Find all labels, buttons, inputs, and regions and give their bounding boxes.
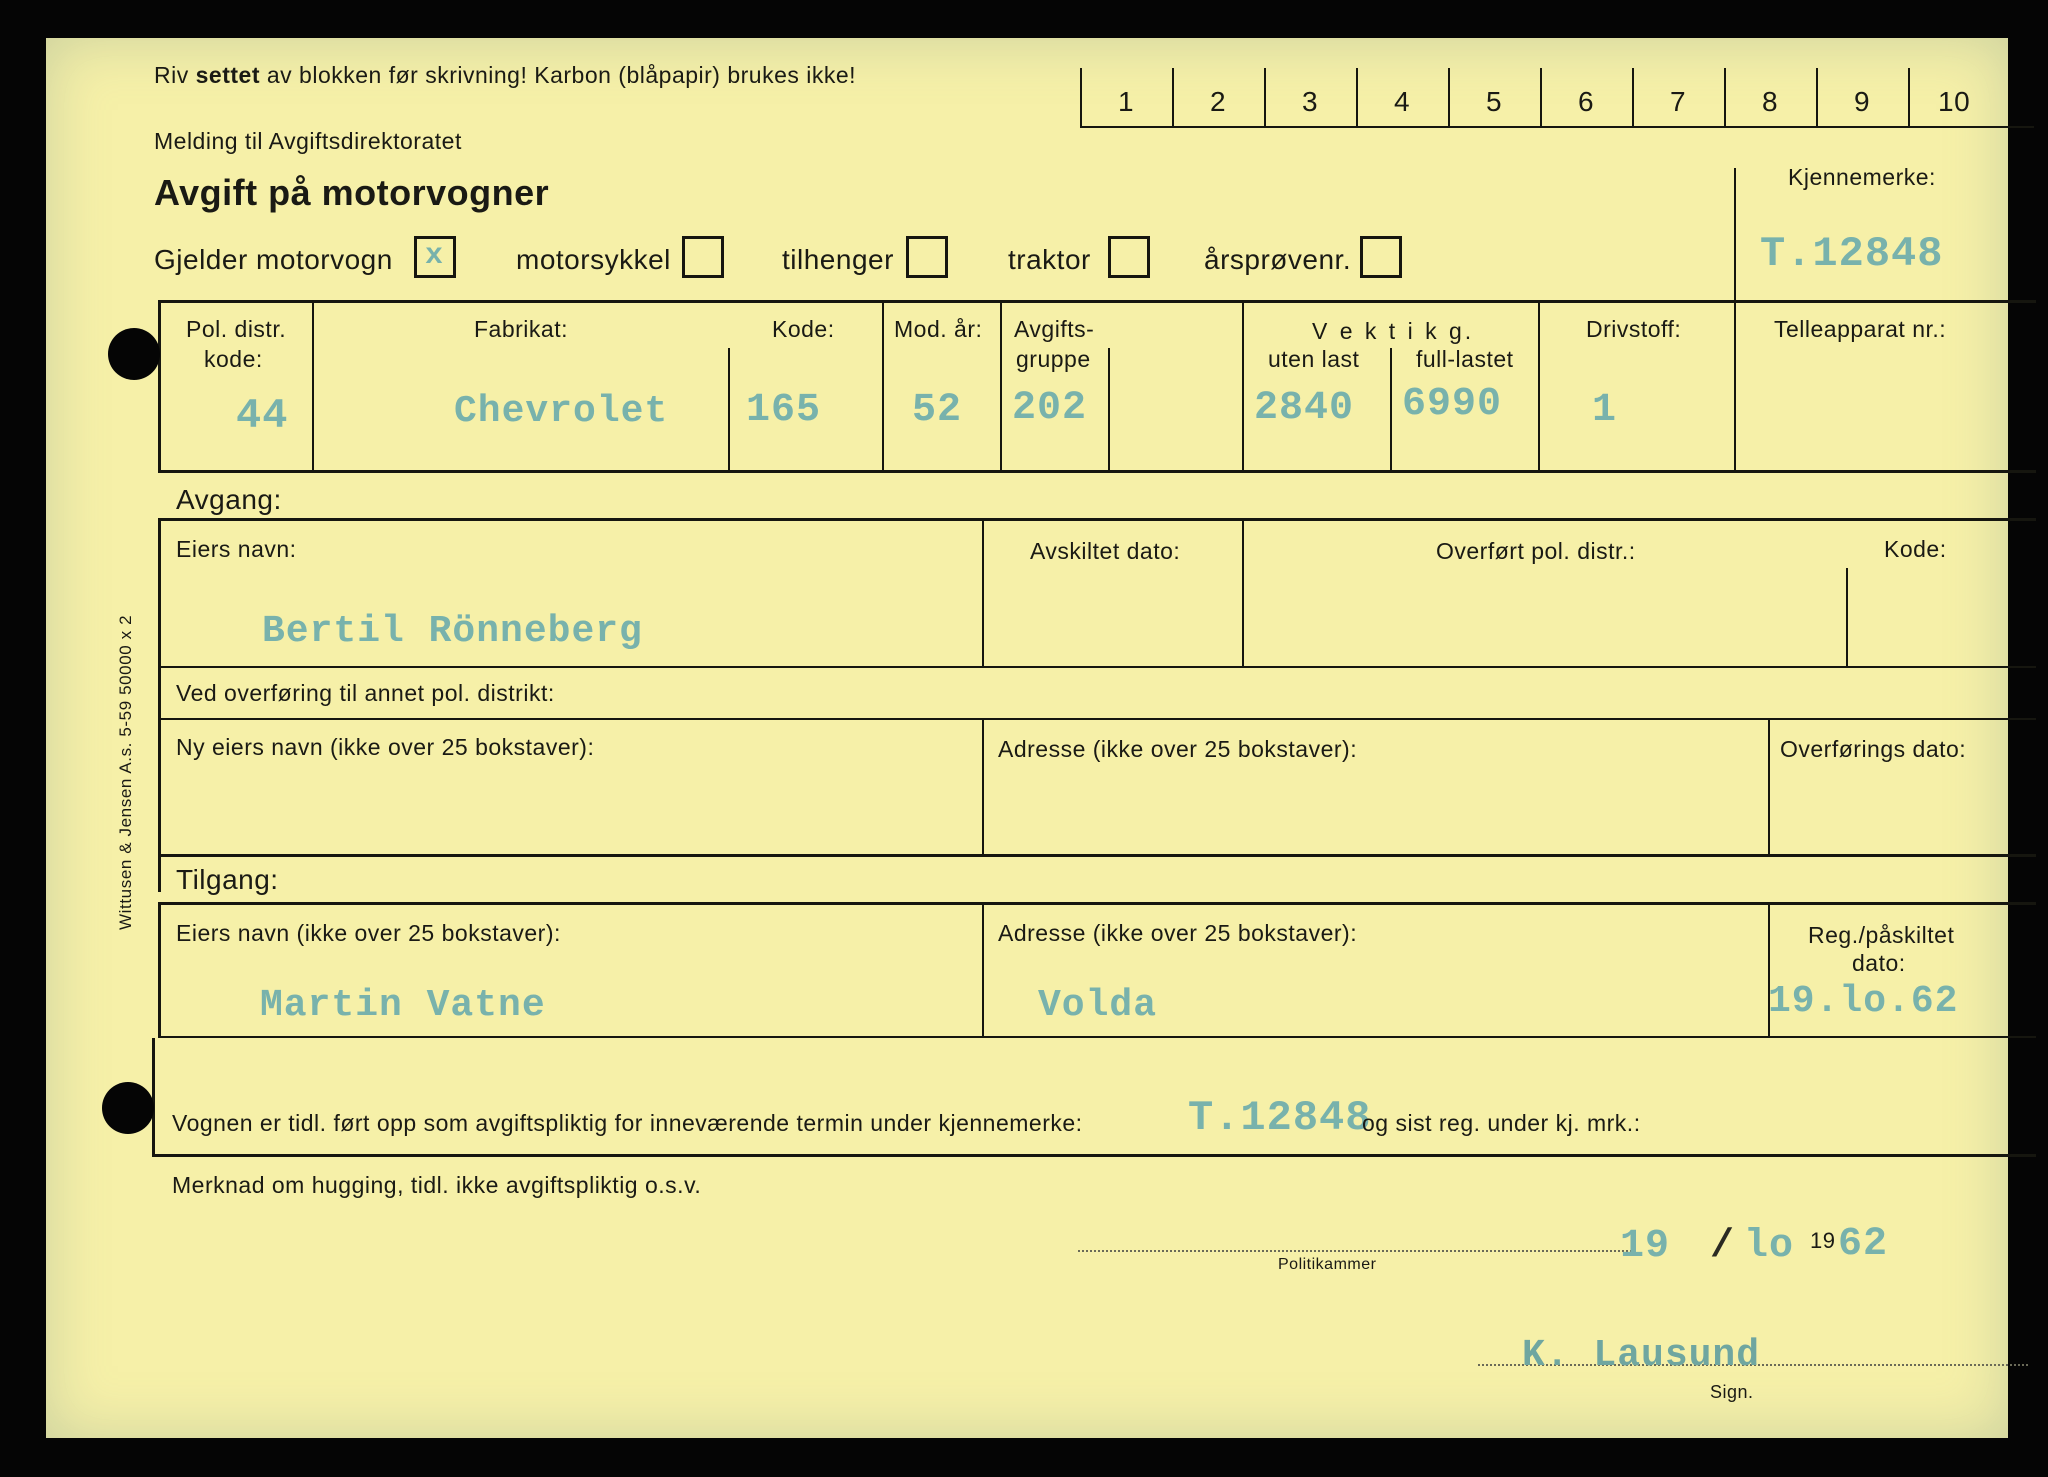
avskiltet-dato-label: Avskiltet dato: xyxy=(1030,538,1181,564)
report-to-text: Melding til Avgiftsdirektoratet xyxy=(154,128,462,154)
date-century: 19 xyxy=(1810,1228,1836,1253)
avgang-table-left xyxy=(158,518,161,892)
pol-distr-value: 44 xyxy=(236,392,289,440)
telleapparat-label: Telleapparat nr.: xyxy=(1774,316,1947,342)
number-strip-divider xyxy=(1172,68,1174,128)
column-number: 10 xyxy=(1938,86,1971,117)
vehicle-table-divider xyxy=(728,348,730,470)
vehicle-table-divider xyxy=(1734,302,1736,470)
printer-side-text: Wittusen & Jensen A.s. 5-59 50000 x 2 xyxy=(116,614,135,930)
vehicle-table-left xyxy=(158,300,161,472)
avgang-table-top xyxy=(158,518,2036,521)
checkbox-arsprovenr[interactable] xyxy=(1360,236,1402,278)
vehicle-table-divider xyxy=(1390,348,1392,470)
date-year: 62 xyxy=(1838,1222,1889,1267)
ny-eier-label: Ny eiers navn (ikke over 25 bokstaver): xyxy=(176,734,595,760)
reg-paskiltet-label-2: dato: xyxy=(1852,950,1906,976)
number-strip-divider xyxy=(1724,68,1726,128)
avgang-divider xyxy=(982,720,984,854)
column-number: 8 xyxy=(1762,86,1779,117)
vehicle-table-divider xyxy=(1000,302,1002,470)
tilgang-eiers-navn-label: Eiers navn (ikke over 25 bokstaver): xyxy=(176,920,561,946)
vehicle-type-traktor-label: traktor xyxy=(1008,244,1091,275)
politikammer-label: Politikammer xyxy=(1278,1256,1377,1273)
checkbox-tilhenger[interactable] xyxy=(906,236,948,278)
avgiftsgruppe-label: Avgifts- xyxy=(1014,316,1095,342)
previous-registration-value: T.12848 xyxy=(1188,1094,1372,1142)
avgang-row-divider xyxy=(160,718,2036,720)
fabrikat-label: Fabrikat: xyxy=(474,316,568,342)
avgang-divider xyxy=(1768,720,1770,854)
column-number: 6 xyxy=(1578,86,1595,117)
tilgang-table-left xyxy=(158,902,161,1038)
page-title: Avgift på motorvogner xyxy=(154,172,550,213)
uten-last-label: uten last xyxy=(1268,346,1360,372)
checkbox-traktor[interactable] xyxy=(1108,236,1150,278)
drivstoff-value: 1 xyxy=(1592,388,1618,433)
previous-row-bottom xyxy=(152,1154,2036,1157)
avgang-table-bottom xyxy=(158,854,2036,857)
drivstoff-label: Drivstoff: xyxy=(1586,316,1682,342)
vehicle-type-arsprovenr-label: årsprøvenr. xyxy=(1204,244,1352,275)
tilgang-table-bottom xyxy=(158,1036,2036,1038)
column-number: 7 xyxy=(1670,86,1687,117)
form-card xyxy=(46,38,2008,1438)
avgang-adresse-label: Adresse (ikke over 25 bokstaver): xyxy=(998,736,1358,762)
date-month: lo xyxy=(1744,1224,1795,1269)
avgang-divider xyxy=(1242,520,1244,666)
number-strip-divider xyxy=(1540,68,1542,128)
vehicle-table-bottom xyxy=(158,470,2036,473)
signature: K. Lausund xyxy=(1522,1334,1761,1377)
avgiftsgruppe-value: 202 xyxy=(1012,386,1088,431)
tilgang-section-label: Tilgang: xyxy=(176,864,279,895)
previous-row-left xyxy=(152,1038,155,1156)
avgang-row-divider xyxy=(160,666,2036,668)
previous-registration-label: Vognen er tidl. ført opp som avgiftspliktig for inneværende termin under kjennemerke: xyxy=(172,1110,1083,1136)
avgang-divider xyxy=(982,520,984,666)
column-number: 9 xyxy=(1854,86,1871,117)
column-number: 2 xyxy=(1210,86,1227,117)
number-strip-divider xyxy=(1080,68,1082,128)
uten-last-value: 2840 xyxy=(1254,386,1355,431)
full-lastet-label: full-lastet xyxy=(1416,346,1514,372)
registration-value: T.12848 xyxy=(1760,230,1944,278)
tilgang-divider xyxy=(982,904,984,1036)
checkbox-mark: x xyxy=(425,239,445,273)
avgiftsgruppe-label-2: gruppe xyxy=(1016,346,1091,372)
sign-label: Sign. xyxy=(1710,1382,1754,1402)
checkbox-motorvogn[interactable] xyxy=(414,236,456,278)
vehicle-type-motorsykkel-label: motorsykkel xyxy=(516,244,671,275)
full-lastet-value: 6990 xyxy=(1402,382,1503,427)
avgang-divider xyxy=(1846,568,1848,666)
column-number: 5 xyxy=(1486,86,1503,117)
checkbox-motorsykkel[interactable] xyxy=(682,236,724,278)
overforings-dato-label: Overførings dato: xyxy=(1780,736,1967,762)
vehicle-table-divider xyxy=(1108,348,1110,470)
kode-label: Kode: xyxy=(772,316,835,342)
vehicle-table-divider xyxy=(312,302,314,470)
number-strip-divider xyxy=(1356,68,1358,128)
vehicle-type-tilhenger-label: tilhenger xyxy=(782,244,894,275)
fabrikat-value: Chevrolet xyxy=(454,390,669,433)
instruction-text: Riv settet av blokken før skrivning! Karbon (blåpapir) brukes ikke! xyxy=(154,62,857,88)
number-strip-divider xyxy=(1264,68,1266,128)
date-separator: / xyxy=(1710,1224,1736,1269)
tilgang-table-top xyxy=(158,902,2036,905)
pol-distr-label-2: kode: xyxy=(204,346,263,372)
number-strip-divider xyxy=(1908,68,1910,128)
avgang-eiers-navn-value: Bertil Rönneberg xyxy=(262,610,643,653)
merknad-label: Merknad om hugging, tidl. ikke avgiftspliktig o.s.v. xyxy=(172,1172,702,1198)
vehicle-table-divider xyxy=(882,302,884,470)
avgang-eiers-navn-label: Eiers navn: xyxy=(176,536,297,562)
vehicle-table-divider xyxy=(1538,302,1540,470)
number-strip-divider xyxy=(1816,68,1818,128)
punch-hole-icon xyxy=(108,328,160,380)
date-day: 19 xyxy=(1620,1224,1671,1269)
vehicle-table-divider xyxy=(1242,302,1244,470)
punch-hole-icon xyxy=(102,1082,154,1134)
registration-label: Kjennemerke: xyxy=(1788,164,1936,190)
reg-paskiltet-label: Reg./påskiltet xyxy=(1808,922,1955,948)
number-strip-line xyxy=(1080,126,2034,128)
avgang-kode-label: Kode: xyxy=(1884,536,1947,562)
reg-paskiltet-value: 19.lo.62 xyxy=(1768,980,1959,1023)
pol-distr-label: Pol. distr. xyxy=(186,316,287,342)
mod-ar-value: 52 xyxy=(912,388,963,433)
number-strip-divider xyxy=(1448,68,1450,128)
column-number: 3 xyxy=(1302,86,1319,117)
politikammer-line xyxy=(1078,1250,1632,1252)
previous-registration-suffix: og sist reg. under kj. mrk.: xyxy=(1362,1110,1641,1136)
transfer-label: Ved overføring til annet pol. distrikt: xyxy=(176,680,555,706)
number-strip-divider xyxy=(1632,68,1634,128)
tilgang-adresse-label: Adresse (ikke over 25 bokstaver): xyxy=(998,920,1358,946)
vehicle-type-prefix: Gjelder motorvogn xyxy=(154,244,393,275)
tilgang-eiers-navn-value: Martin Vatne xyxy=(260,984,546,1027)
avgang-section-label: Avgang: xyxy=(176,484,282,515)
vekt-label: V e k t i k g. xyxy=(1312,318,1475,344)
column-number: 4 xyxy=(1394,86,1411,117)
mod-ar-label: Mod. år: xyxy=(894,316,983,342)
kode-value: 165 xyxy=(746,388,822,433)
column-number: 1 xyxy=(1118,86,1135,117)
overfort-pol-distr-label: Overført pol. distr.: xyxy=(1436,538,1636,564)
vehicle-table-top xyxy=(158,300,2036,303)
tilgang-adresse-value: Volda xyxy=(1038,984,1158,1027)
